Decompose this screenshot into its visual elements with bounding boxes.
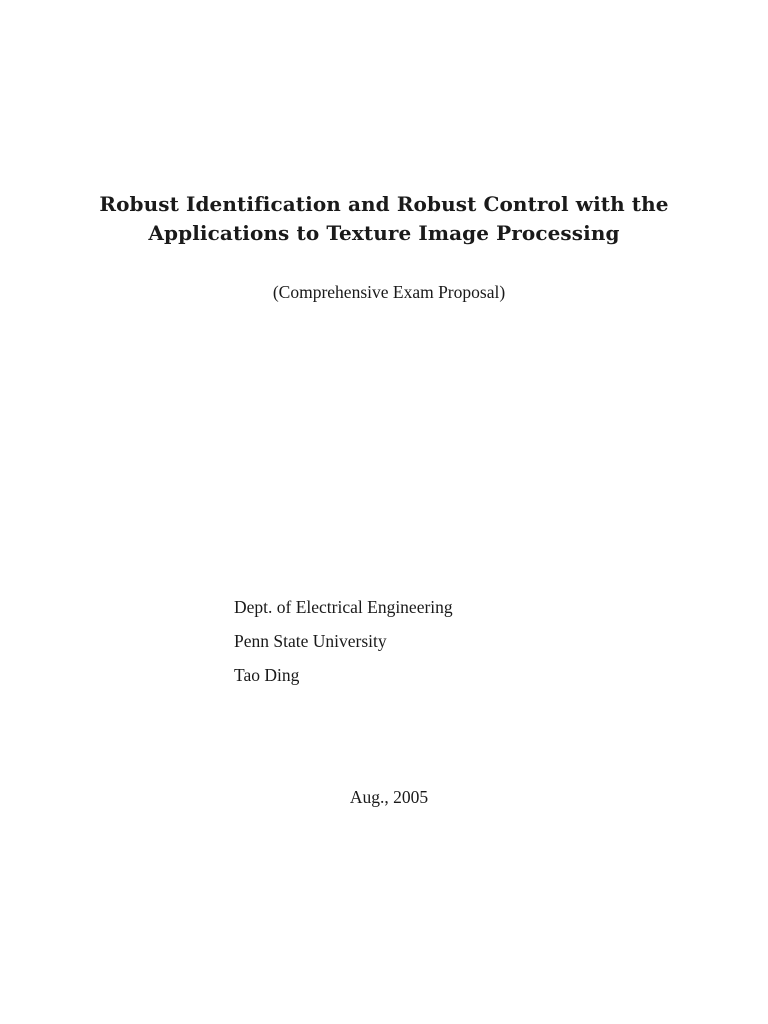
document-subtitle: (Comprehensive Exam Proposal)	[272, 282, 506, 302]
document-date: Aug., 2005	[349, 787, 429, 807]
title-line-2: Applications to Texture Image Processing	[148, 221, 620, 245]
author-block	[234, 596, 634, 698]
university: Penn State University	[234, 631, 387, 651]
title-line-1: Robust Identification and Robust Control with the	[99, 192, 669, 216]
department: Dept. of Electrical Engineering	[234, 597, 453, 617]
author-name: Tao Ding	[234, 665, 300, 685]
document-title	[0, 190, 768, 248]
